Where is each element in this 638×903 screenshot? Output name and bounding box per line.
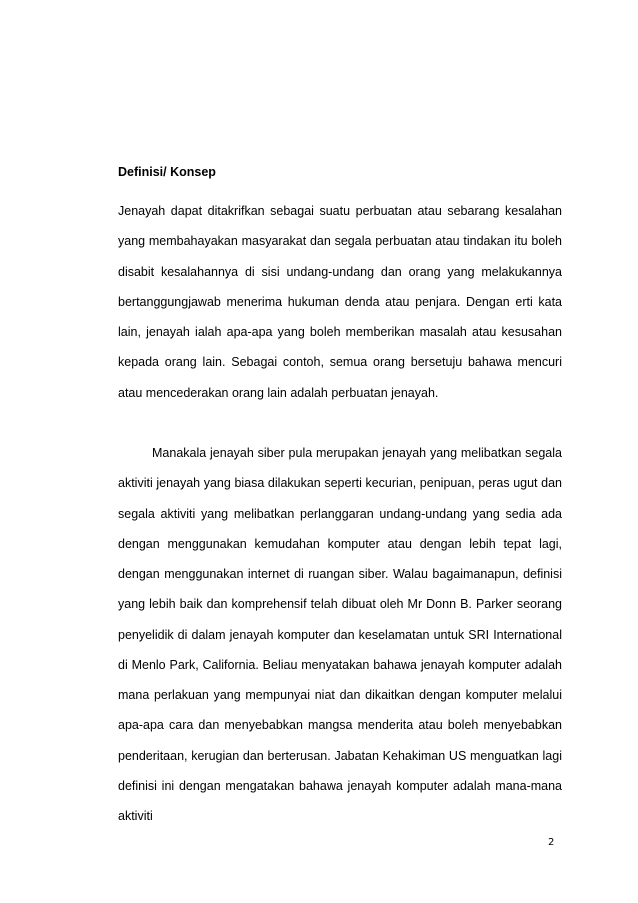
page-number: 2	[548, 837, 555, 848]
section-heading: Definisi/ Konsep	[118, 165, 216, 179]
paragraph-definition-jenayah: Jenayah dapat ditakrifkan sebagai suatu perbuatan atau sebarang kesalahan yang membahayakan masyarakat dan segala perbuatan atau tindakan itu boleh disabit kesalahannya di sisi undang-undang dan orang yang melakukannya bertanggungjawab menerima hukuman denda atau penjara. Dengan erti kata lain, jenayah ialah apa-apa yang boleh memberikan masalah atau kesusahan kepada orang lain. Sebagai contoh, semua orang bersetuju bahawa mencuri atau mencederakan orang lain adalah perbuatan jenayah.	[118, 204, 562, 400]
paragraph-definition-jenayah-siber: Manakala jenayah siber pula merupakan jenayah yang melibatkan segala aktiviti jenayah yang biasa dilakukan seperti kecurian, penipuan, peras ugut dan segala aktiviti yang melibatkan perlanggaran undang-undang yang sedia ada dengan menggunakan kemudahan komputer atau dengan lebih tepat lagi, dengan menggunakan internet di ruangan siber. Walau bagaimanapun, definisi yang lebih baik dan komprehensif telah dibuat oleh Mr Donn B. Parker seorang penyelidik di dalam jenayah komputer dan keselamatan untuk SRI International di Menlo Park, California. Beliau menyatakan bahawa jenayah komputer adalah mana perlakuan yang mempunyai niat dan dikaitkan dengan komputer melalui apa-apa cara dan menyebabkan mangsa menderita atau boleh menyebabkan penderitaan, kerugian dan berterusan. Jabatan Kehakiman US menguatkan lagi definisi ini dengan mengatakan bahawa jenayah komputer adalah mana-mana aktiviti	[118, 446, 562, 823]
